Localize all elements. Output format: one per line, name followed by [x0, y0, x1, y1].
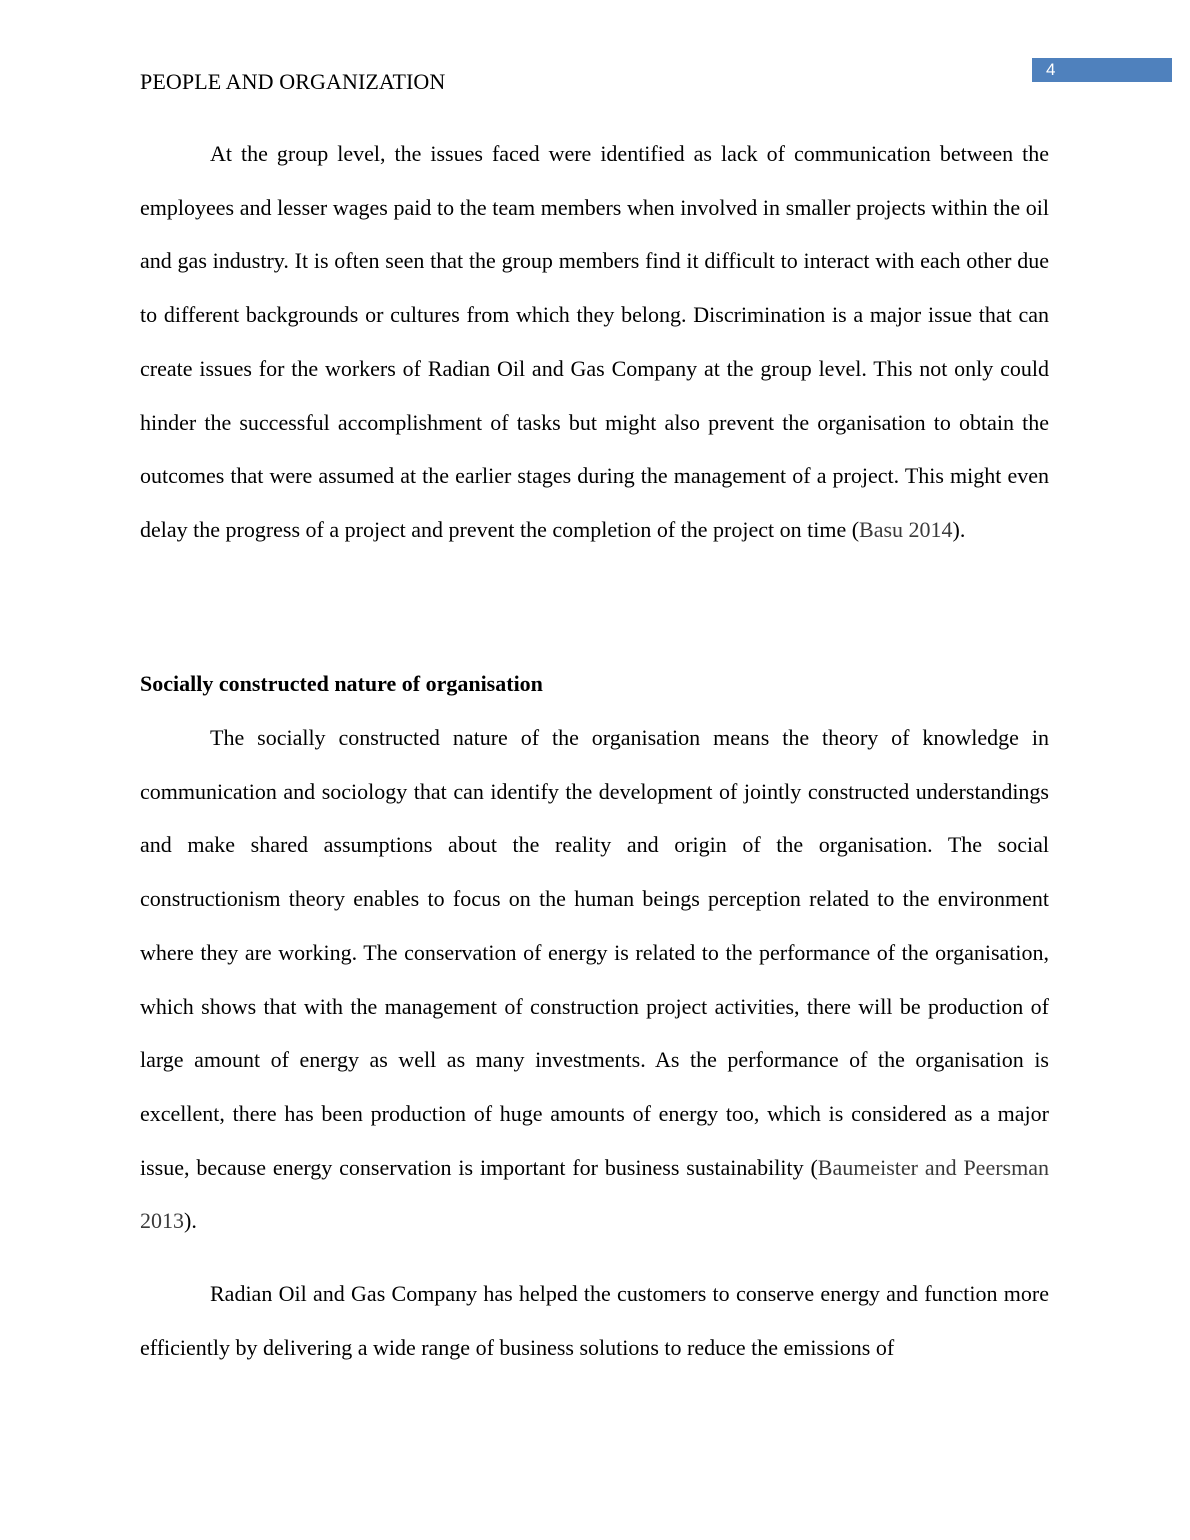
paragraph-text-end: ).: [952, 516, 966, 542]
paragraph-text: Radian Oil and Gas Company has helped the customers to conserve energy and function more efficiently by delivering a wide range of business solutions to reduce the emissions of: [140, 1281, 1049, 1360]
paragraph-text: At the group level, the issues faced were identified as lack of communication between the employees and lesser wages paid to the team members when involved in smaller projects within the oil and gas industry. It is often seen that the group members find it difficult to interact with each other due to different backgrounds or cultures from which they belong. Discrimination is a major issue that can create issues for the workers of Radian Oil and Gas Company at the group level. This not only could hinder the successful accomplishment of tasks but might also prevent the organisation to obtain the outcomes that were assumed at the earlier stages during the management of a project. This might even delay the progress of a project and prevent the completion of the project on time (: [140, 141, 1049, 542]
citation-link[interactable]: Basu 2014: [859, 516, 953, 542]
paragraph-group-level: [140, 127, 1049, 557]
running-head: PEOPLE AND ORGANIZATION: [140, 69, 446, 94]
paragraph-text: The socially constructed nature of the organisation means the theory of knowledge in communication and sociology that can identify the development of jointly constructed understandings and make shared assumptions about the reality and origin of the organisation. The social constructionism theory enables to focus on the human beings perception related to the environment where they are working. The conservation of energy is related to the performance of the organisation, which shows that with the management of construction project activities, there will be production of large amount of energy as well as many investments. As the performance of the organisation is excellent, there has been production of huge amounts of energy too, which is considered as a major issue, because energy conservation is important for business sustainability (: [140, 725, 1049, 1180]
paragraph-radian-company: [140, 1267, 1049, 1374]
paragraph-text-end: ).: [184, 1208, 197, 1234]
page-number: 4: [1046, 60, 1056, 79]
citation-link[interactable]: Baumeister and Peersman 2013: [140, 1154, 1049, 1234]
paragraph-socially-constructed: [140, 711, 1049, 1248]
page-number-badge: [1032, 58, 1172, 82]
section-heading: Socially constructed nature of organisation: [140, 671, 543, 696]
